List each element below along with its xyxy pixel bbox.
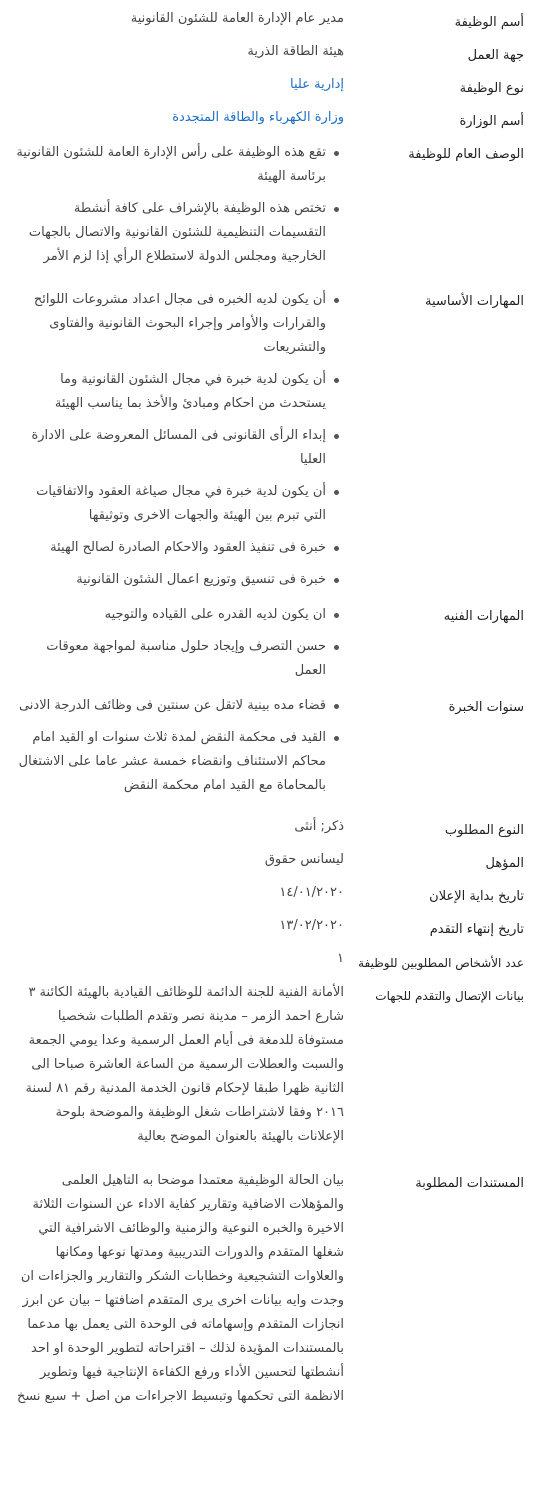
end-date-value: ١٣/٠٢/٢٠٢٠: [279, 918, 344, 933]
qualification-label: المؤهل: [485, 856, 524, 871]
experience-item: القيد فى محكمة النقض لمدة ثلاث سنوات او القيد امام محاكم الاستئناف وانقضاء خمسة عشر عاما على الاشتغال بالمحاماة مع القيد امام محكمة النقض: [16, 726, 326, 798]
count-value: ١: [337, 951, 344, 966]
core-skill-item: أن يكون لدية خبرة في مجال صياغة العقود والاتفاقيات التي تبرم بين الهيئة والجهات الاخرى وتوثيقها: [16, 480, 326, 528]
job-name-value: مدير عام الإدارة العامة للشئون القانونية: [130, 11, 344, 26]
count-label: عدد الأشخاص المطلوبين للوظيفة: [358, 956, 524, 970]
tech-skills-value: [0, 600, 344, 691]
core-skill-item: أن يكون لدية خبرة في مجال الشئون القانونية وما يستحدث من احكام ومبادئ والأخذ بما يناسب الهيئة: [16, 368, 326, 416]
row-experience: [0, 691, 544, 806]
end-date-label: تاريخ إنتهاء التقدم: [429, 922, 524, 937]
job-name-label: أسم الوظيفة: [454, 15, 524, 30]
gender-value: ذكر; أنثى: [294, 819, 344, 834]
contact-value: [0, 979, 344, 1149]
description-item: تقع هذه الوظيفة على رأس الإدارة العامة للشئون القانونية برئاسة الهيئة: [16, 141, 326, 189]
contact-text: الأمانة الفنية للجنة الدائمة للوظائف القيادية بالهيئة الكائنة ٣ شارع احمد الزمر – مدينة نصر وتقدم الطلبات شخصيا مستوفاة للدمغة فى أيام العمل الرسمية وعدا يومي الجمعة والسبت والعطلات الرسمية من الساعة العاشرة صباحا الى الثانية ظهرا طبقا لإحكام قانون الخدمة المدنية رقم ٨١ لسنة ٢٠١٦ وفقا لاشتراطات شغل الوظيفة والموضحة بلوحة الإعلانات بالهيئة بالعنوان الموضح بعالية: [25, 985, 344, 1144]
documents-value: [0, 1167, 344, 1409]
core-skill-item: إبداء الرأى القانونى فى المسائل المعروضة على الادارة العليا: [16, 424, 326, 472]
row-end-date: [0, 913, 544, 946]
employer-value: هيئة الطاقة الذرية: [247, 44, 344, 59]
start-date-value: ١٤/٠١/٢٠٢٠: [279, 885, 344, 900]
row-core-skills: [0, 285, 544, 600]
core-skill-item: خبرة فى تنسيق وتوزيع اعمال الشئون القانونية: [16, 568, 326, 592]
row-qualification: [0, 847, 544, 880]
description-value: [0, 138, 344, 277]
tech-skill-item: حسن التصرف وإيجاد حلول مناسبة لمواجهة معوقات العمل: [16, 635, 326, 683]
row-contact: [0, 979, 544, 1149]
row-count: [0, 946, 544, 979]
gender-label: النوع المطلوب: [444, 823, 524, 838]
contact-label: بيانات الإتصال والتقدم للجهات: [375, 989, 524, 1003]
core-skills-label: المهارات الأساسية: [425, 294, 524, 309]
row-ministry: [0, 105, 544, 138]
tech-skill-item: ان يكون لديه القدره على القياده والتوجيه: [16, 603, 326, 627]
documents-text: بيان الحالة الوظيفية معتمدا موضحا به التاهيل العلمى والمؤهلات الاضافية وتقارير كفاية الاداء عن السنوات الثلاثة الاخيرة والخبره النوعية والزمنية والوظائف الاشرافية التي شغلها المتقدم والدورات التدريبية ومدتها نوعها ومكانها والعلاوات التشجيعية وخطابات الشكر والتقارير والجزاءات ان وجدت وايه بيانات اخرى يرى المتقدم اضافتها – بيان عن ابرز انجازات المتقدم وإسهاماته فى الوحدة التى يعمل بها مدعما بالمستندات المؤيدة لذلك – اقتراحاته لتطوير الوحدة او احد أنشطتها لتحسين الأداء ورفع الكفاءة الإنتاجية فيها وتطوير الانظمة التى تحكمها وتبسيط الاجراءات من اصل + سبع نسخ: [16, 1173, 344, 1404]
description-item: تختص هذه الوظيفة بالإشراف على كافة أنشطة التقسيمات التنظيمية للشئون القانونية والاتصال بالجهات الخارجية ومجلس الدولة لاستطلاع الرأي إذا لزم الأمر: [16, 197, 326, 269]
row-description: [0, 138, 544, 277]
row-documents: [0, 1167, 544, 1409]
core-skill-item: أن يكون لديه الخبره فى مجال اعداد مشروعات اللوائح والقرارات والأوامر وإجراء البحوث القانونية والفتاوى والتشريعات: [16, 288, 326, 360]
experience-label: سنوات الخبرة: [448, 700, 524, 715]
job-type-label: نوع الوظيفة: [459, 81, 524, 96]
row-job-name: [0, 6, 544, 39]
ministry-link[interactable]: وزارة الكهرباء والطاقة المتجددة: [172, 110, 344, 125]
row-start-date: [0, 880, 544, 913]
row-employer: [0, 39, 544, 72]
ministry-label: أسم الوزارة: [459, 114, 524, 129]
core-skill-item: خبرة فى تنفيذ العقود والاحكام الصادرة لصالح الهيئة: [16, 536, 326, 560]
experience-value: [0, 691, 344, 806]
experience-item: قضاء مده بينية لاتقل عن سنتين فى وظائف الدرجة الادنى: [16, 694, 326, 718]
description-label: الوصف العام للوظيفة: [408, 147, 524, 162]
row-job-type: [0, 72, 544, 105]
row-gender: [0, 814, 544, 847]
employer-label: جهة العمل: [467, 48, 524, 63]
core-skills-value: [0, 285, 344, 600]
qualification-value: ليسانس حقوق: [264, 852, 344, 867]
tech-skills-label: المهارات الفنيه: [443, 609, 524, 624]
job-type-link[interactable]: إدارية عليا: [290, 77, 344, 92]
documents-label: المستندات المطلوبة: [415, 1176, 524, 1191]
row-tech-skills: [0, 600, 544, 691]
start-date-label: تاريخ بداية الإعلان: [429, 889, 524, 904]
